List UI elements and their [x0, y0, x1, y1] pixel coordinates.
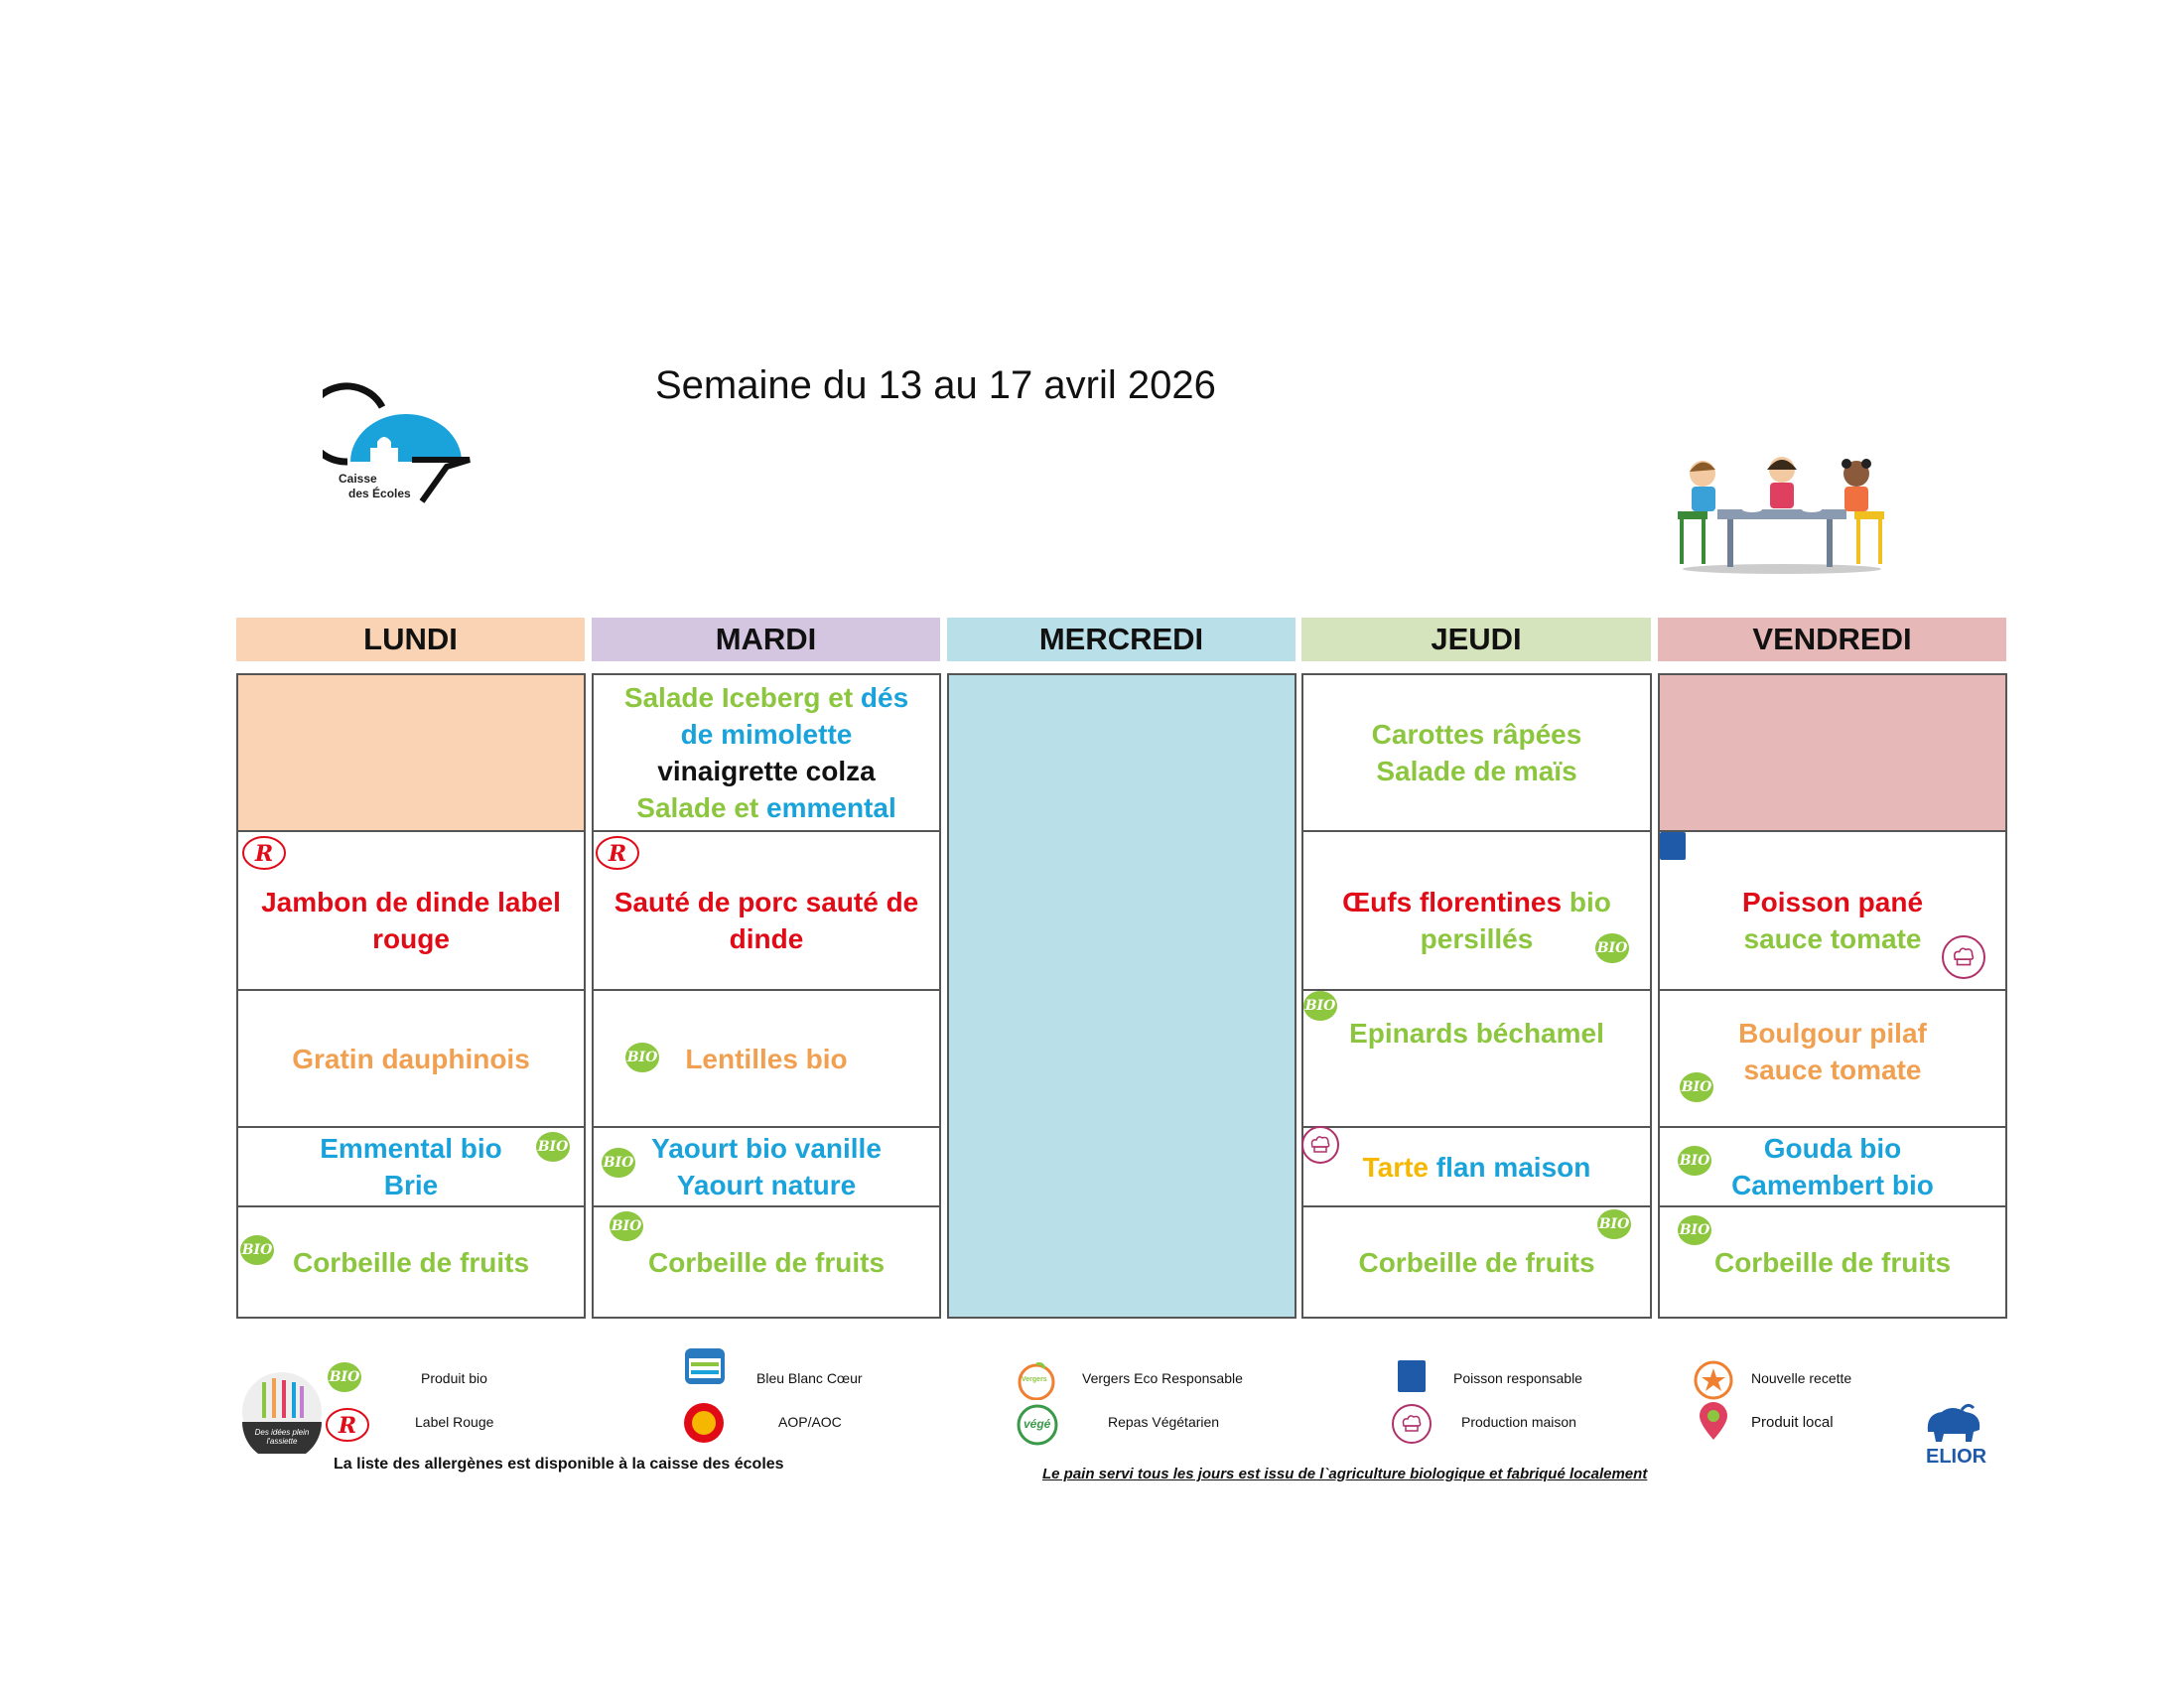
header-lundi-label: LUNDI [363, 622, 458, 656]
bio-icon: BIO [1303, 991, 1337, 1021]
production-maison-icon [1942, 935, 1985, 979]
vege-badge-text: végé [1024, 1417, 1051, 1431]
children-eating-illustration [1668, 452, 1896, 576]
jeudi-dessert-text: Corbeille de fruits [1358, 1246, 1595, 1278]
bio-icon: BIO [328, 1362, 361, 1392]
svg-text:R: R [608, 841, 627, 867]
production-maison-icon [1301, 1126, 1339, 1164]
jeudi-plat-line1 [1342, 864, 1611, 920]
elior-label: ELIOR [1926, 1446, 1987, 1468]
elior-logo [1922, 1402, 1985, 1472]
lundi-laitage-line2: Brie [383, 1170, 439, 1200]
jeudi-laitage-line [1363, 1149, 1591, 1186]
poisson-responsable-icon [1398, 1360, 1426, 1392]
vendredi-dessert-text: Corbeille de fruits [1713, 1246, 1952, 1278]
bio-icon: BIO [1595, 933, 1629, 963]
aop-aoc-icon [683, 1402, 725, 1444]
vendredi-laitage-line2: Camembert bio [1731, 1170, 1934, 1200]
poisson-responsable-icon [1660, 832, 1686, 860]
mardi-entree-salade: Salade Iceberg et [623, 682, 861, 713]
des-idees-plein-assiette-logo [240, 1370, 324, 1454]
legend-maison-label: Production maison [1461, 1414, 1576, 1430]
header-vendredi [1658, 618, 2006, 661]
mardi-entree-des: dés [860, 682, 909, 713]
bio-icon: BIO [602, 1148, 635, 1178]
bio-icon: BIO [536, 1132, 570, 1162]
mardi-entree-emmental: emmental [766, 792, 896, 823]
jeudi-entree-line1: Carottes râpées [1371, 719, 1582, 750]
mardi-plat-cell [592, 830, 941, 991]
mardi-laitage-cell [592, 1126, 941, 1207]
mardi-entree-salade2: Salade et [636, 792, 766, 823]
mardi-dessert-cell [592, 1205, 941, 1319]
mardi-plat-text: Sauté de porc sauté de dinde [614, 887, 919, 954]
header-mardi [592, 618, 940, 661]
mardi-accompagnement-text: Lentilles bio [685, 1043, 848, 1074]
jeudi-plat-bio: bio [1569, 887, 1611, 917]
lundi-accompagnement-text: Gratin dauphinois [292, 1043, 530, 1074]
jeudi-entree-cell [1301, 673, 1652, 832]
bio-icon: BIO [625, 1043, 659, 1072]
label-rouge-icon [596, 836, 639, 870]
lundi-dessert-text: Corbeille de fruits [292, 1246, 530, 1278]
jeudi-accompagnement-text: Epinards béchamel [1349, 1018, 1604, 1049]
jeudi-entree-line2: Salade de maïs [1376, 756, 1577, 786]
produit-local-icon [1698, 1402, 1729, 1442]
header-jeudi-label: JEUDI [1431, 622, 1522, 656]
logo-line2: des Écoles [348, 487, 411, 500]
vendredi-plat-line2: sauce tomate [1743, 923, 1922, 954]
label-rouge-icon [326, 1408, 369, 1442]
children-eating-icon [1668, 452, 1896, 576]
caisse-des-ecoles-logo [323, 382, 481, 506]
header-vendredi-label: VENDREDI [1752, 622, 1912, 656]
mardi-entree-line2: de mimolette [680, 719, 853, 750]
vendredi-plat-line1: Poisson pané [1741, 887, 1924, 917]
lundi-dessert-cell [236, 1205, 586, 1319]
production-maison-icon [1392, 1404, 1432, 1444]
logo-line1: Caisse [339, 472, 377, 486]
jeudi-laitage-tarte: Tarte [1362, 1151, 1436, 1183]
nouvelle-recette-icon [1694, 1360, 1733, 1400]
pain-note: Le pain servi tous les jours est issu de l`agriculture biologique et fabriqué localement [1042, 1466, 1648, 1482]
bio-icon: BIO [610, 1211, 643, 1241]
vegetarien-icon [1017, 1404, 1058, 1446]
bio-icon: BIO [1678, 1215, 1711, 1245]
label-rouge-icon [242, 836, 286, 870]
lundi-plat-text: Jambon de dinde label rouge [261, 887, 561, 954]
lundi-plat-cell [236, 830, 586, 991]
mardi-entree-line1 [624, 679, 908, 716]
mardi-laitage-line2: Yaourt nature [676, 1170, 857, 1200]
jeudi-laitage-flan: flan maison [1435, 1151, 1591, 1183]
jeudi-plat-line2: persillés [1420, 923, 1534, 954]
legend-local-label: Produit local [1751, 1414, 1834, 1431]
jeudi-accompagnement-cell [1301, 989, 1652, 1128]
legend-bbc-label: Bleu Blanc Cœur [756, 1370, 863, 1386]
jeudi-plat-oeufs: Œufs florentines [1342, 887, 1570, 917]
vendredi-dessert-cell [1658, 1205, 2007, 1319]
vendredi-laitage-cell [1658, 1126, 2007, 1207]
header-mercredi [947, 618, 1296, 661]
jeudi-plat-cell [1301, 830, 1652, 991]
svg-text:R: R [338, 1413, 357, 1439]
header-mercredi-label: MERCREDI [1038, 622, 1204, 656]
lundi-accompagnement-cell [236, 989, 586, 1128]
legend-nouvelle-label: Nouvelle recette [1751, 1370, 1852, 1386]
mardi-entree-line3: vinaigrette colza [657, 756, 876, 786]
vergers-badge-text: Vergers [1022, 1376, 1047, 1383]
mardi-entree-cell [592, 673, 941, 832]
legend-bio-label: Produit bio [421, 1370, 487, 1386]
lundi-laitage-cell [236, 1126, 586, 1207]
bleu-blanc-coeur-icon [683, 1346, 727, 1386]
legend-vergers-label: Vergers Eco Responsable [1082, 1370, 1243, 1386]
vendredi-entree-cell [1658, 673, 2007, 832]
mardi-entree-line4 [636, 789, 895, 826]
legend-poisson-label: Poisson responsable [1453, 1370, 1582, 1386]
mercredi-cell [947, 673, 1297, 1319]
vendredi-laitage-line1: Gouda bio [1763, 1133, 1902, 1164]
page-title: Semaine du 13 au 17 avril 2026 [655, 363, 1216, 407]
vendredi-accompagnement-cell [1658, 989, 2007, 1128]
header-jeudi [1301, 618, 1651, 661]
bio-icon: BIO [1597, 1209, 1631, 1239]
mardi-laitage-line1: Yaourt bio vanille [651, 1133, 882, 1164]
legend-label-rouge-label: Label Rouge [415, 1414, 494, 1430]
lundi-entree-cell [236, 673, 586, 832]
legend-vege-label: Repas Végétarien [1108, 1414, 1220, 1430]
bio-icon: BIO [240, 1235, 274, 1265]
jeudi-laitage-cell [1301, 1126, 1652, 1207]
bio-icon: BIO [1680, 1072, 1713, 1102]
vendredi-accompagnement-text: Boulgour pilaf sauce tomate [1738, 1018, 1927, 1085]
mardi-dessert-text: Corbeille de fruits [647, 1246, 886, 1278]
header-lundi [236, 618, 585, 661]
allergenes-note: La liste des allergènes est disponible à la caisse des écoles [334, 1456, 784, 1473]
header-mardi-label: MARDI [715, 622, 817, 656]
des-idees-label: Des idées plein l'assiette [254, 1428, 310, 1446]
legend-aop-label: AOP/AOC [778, 1414, 842, 1430]
bio-icon: BIO [1678, 1146, 1711, 1176]
vergers-eco-responsable-icon [1017, 1360, 1056, 1400]
lundi-laitage-line1: Emmental bio [320, 1133, 502, 1164]
svg-text:R: R [254, 841, 274, 867]
